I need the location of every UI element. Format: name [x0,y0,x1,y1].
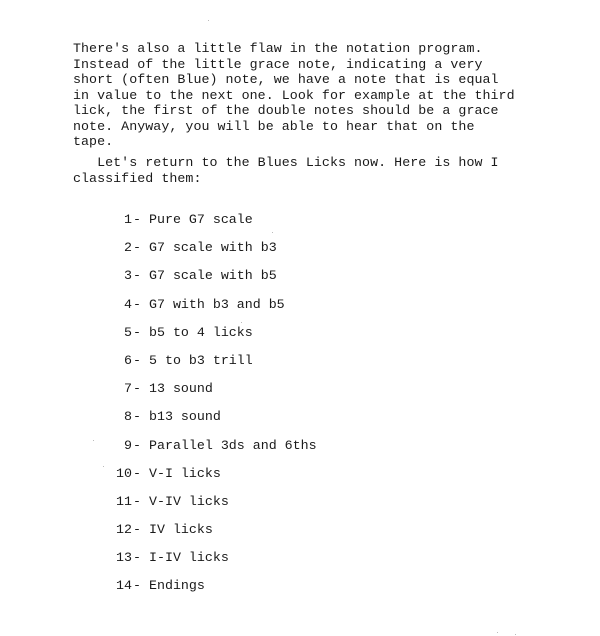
lick-dash: - [133,240,141,256]
lick-dash: - [133,550,141,566]
lick-dash: - [133,324,141,340]
lick-number: 4 [124,296,132,312]
scan-speck [497,632,498,633]
lick-description: 13 sound [149,381,213,397]
lick-description: I-IV licks [149,550,229,566]
lick-dash: - [133,381,141,397]
lick-dash: - [133,437,141,453]
lick-number: 7 [124,381,132,397]
lick-number: 12 [116,522,132,538]
lick-dash: - [133,578,141,594]
lick-number: 2 [124,240,132,256]
lick-dash: - [133,296,141,312]
paragraph-blues-licks-intro: Let's return to the Blues Licks now. Here is how I classified them: [73,155,499,186]
lick-description: b5 to 4 licks [149,324,253,340]
lick-description: Pure G7 scale [149,212,253,227]
lick-number: 8 [124,409,132,425]
scan-speck [515,634,516,635]
lick-number: 10 [116,465,132,481]
scan-speck [208,20,209,21]
lick-dash: - [133,493,141,509]
lick-dash: - [133,522,141,538]
lick-description: b13 sound [149,409,221,425]
lick-dash: - [133,352,141,368]
scan-speck [103,466,104,467]
lick-number: 5 [124,324,132,340]
paragraph-notation-flaw: There's also a little flaw in the notation program. Instead of the little grace note, indicating a very short (often Blue) note, we have a note that is equal in value to the next one. Look for example at the third lick, the first of the double notes should be a grace note. Anyway, you will be able to hear that on the tape. [73,41,515,149]
lick-dash: - [133,268,141,284]
lick-dash: - [133,465,141,481]
lick-description: 5 to b3 trill [149,352,253,368]
lick-number: 3 [124,268,132,284]
scan-speck [241,322,242,323]
lick-description: IV licks [149,522,213,538]
lick-description: Parallel 3ds and 6ths [149,437,317,453]
lick-number: 9 [124,437,132,453]
lick-number: 13 [116,550,132,566]
lick-number: 1 [124,212,132,227]
lick-description: V-I licks [149,465,221,481]
lick-dash: - [133,409,141,425]
lick-description: V-IV licks [149,493,229,509]
lick-dash: - [133,212,141,227]
lick-number: 14 [116,578,132,594]
lick-description: G7 with b3 and b5 [149,296,285,312]
scan-speck [272,232,273,233]
lick-description: Endings [149,578,205,594]
lick-number: 11 [116,493,132,509]
scan-speck [93,440,94,441]
lick-description: G7 scale with b5 [149,268,277,284]
lick-number: 6 [124,352,132,368]
lick-description: G7 scale with b3 [149,240,277,256]
